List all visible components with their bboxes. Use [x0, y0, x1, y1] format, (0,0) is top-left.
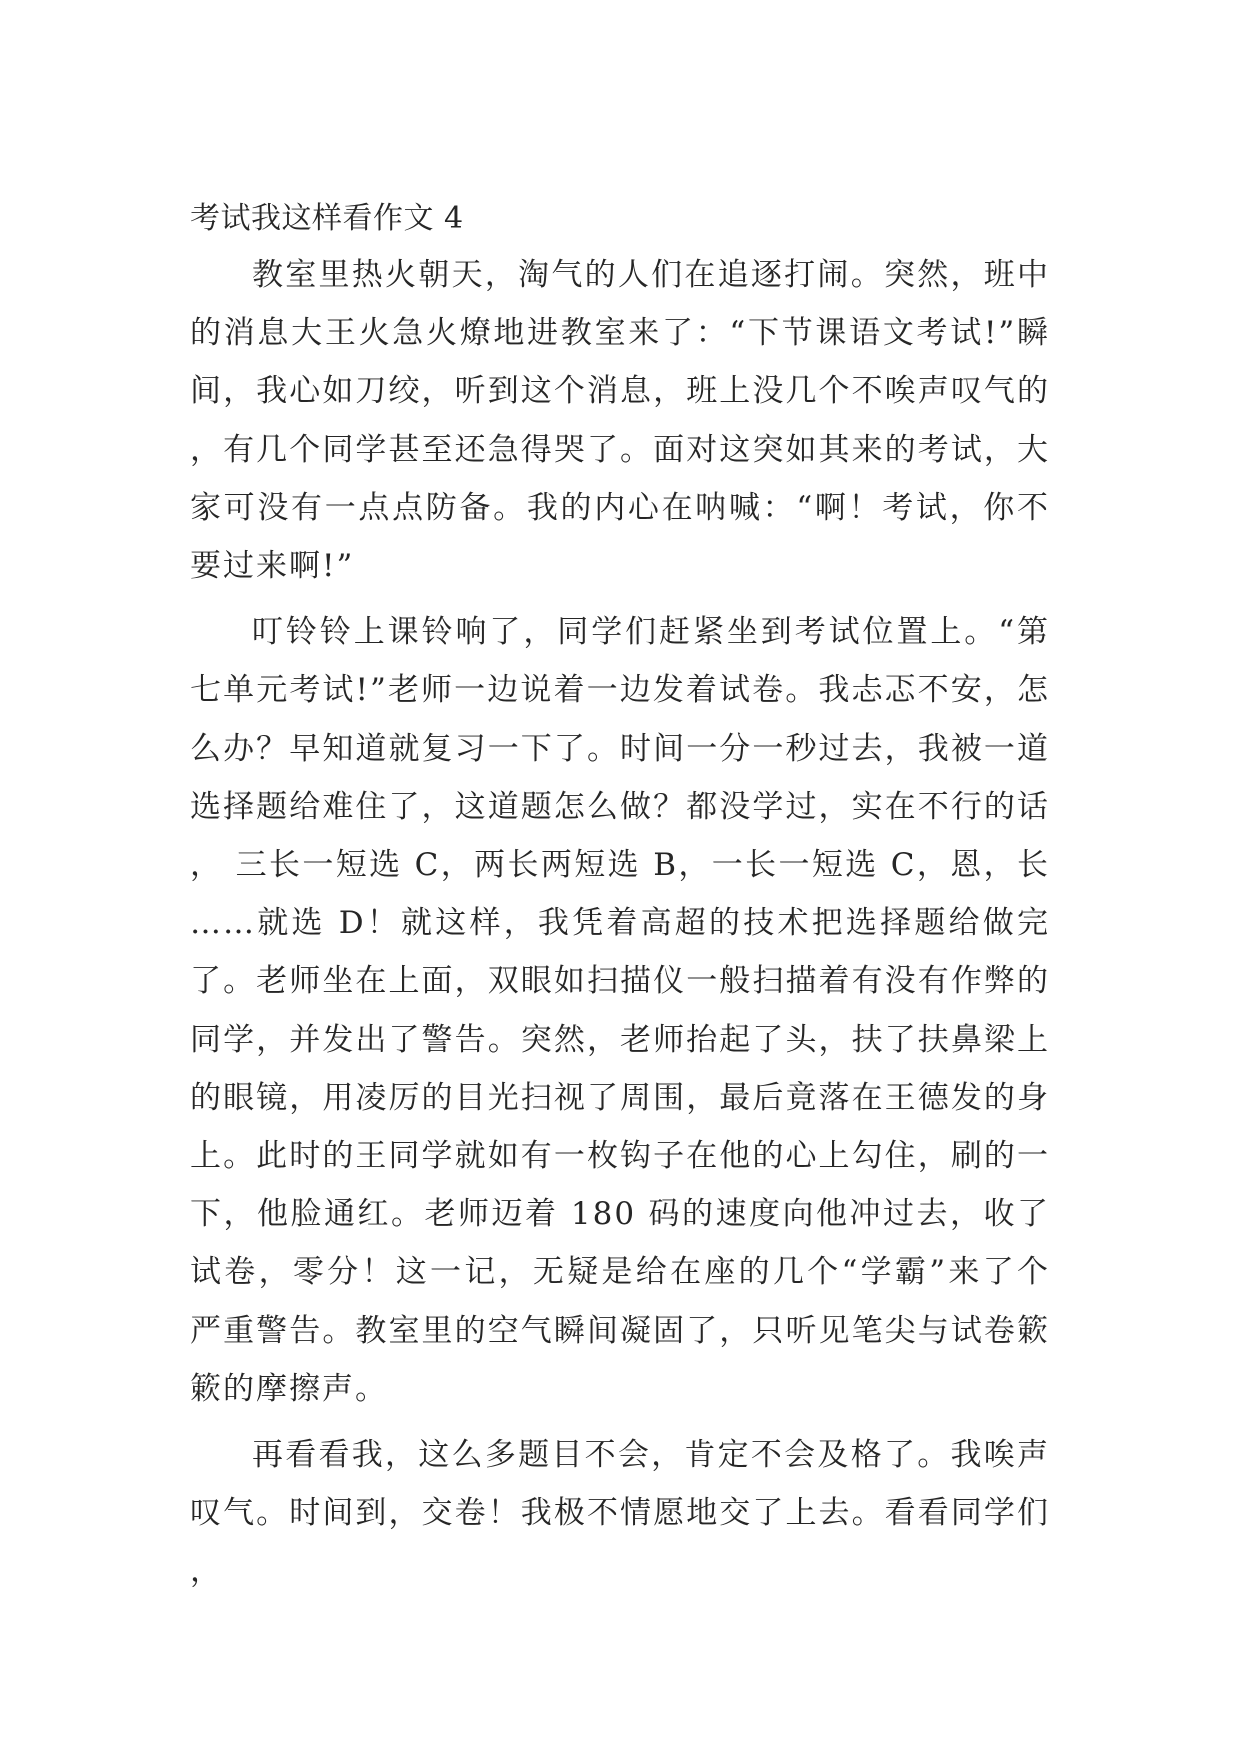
paragraph-3: 再看看我，这么多题目不会，肯定不会及格了。我唉声叹气。时间到，交卷！我极不情愿地交了上去。看看同学们， — [190, 1437, 1050, 1590]
paragraph-1: 教室里热火朝天，淘气的人们在追逐打闹。突然，班中的消息大王火急火燎地进教室来了：“下节课语文考试!”瞬间，我心如刀绞，听到这个消息，班上没几个不唉声叹气的，有几个同学甚至还急得哭了。面对这突如其来的考试，大家可没有一点点防备。我的内心在呐喊：“啊！考试，你不要过来啊!” — [190, 257, 1050, 585]
document-title: 考试我这样看作文 4 — [190, 201, 464, 236]
document-body — [190, 192, 1050, 1609]
paragraph-2: 叮铃铃上课铃响了，同学们赶紧坐到考试位置上。“第七单元考试!”老师一边说着一边发着试卷。我忐忑不安，怎么办？早知道就复习一下了。时间一分一秒过去，我被一道选择题给难住了，这道题怎么做？都没学过，实在不行的话， 三长一短选 C，两长两短选 B，一长一短选 C，恩，长……就选 D！就这样，我凭着高超的技术把选择题给做完了。老师坐在上面，双眼如扫描仪一般扫描着有没有作弊的同学，并发出了警告。突然，老师抬起了头，扶了扶鼻梁上的眼镜，用凌厉的目光扫视了周围，最后竟落在王德发的身上。此时的王同学就如有一枚钩子在他的心上勾住，刷的一下，他脸通红。老师迈着 180 码的速度向他冲过去，收了试卷，零分！这一记，无疑是给在座的几个“学霸”来了个严重警告。教室里的空气瞬间凝固了，只听见笔尖与试卷簌簌的摩擦声。 — [190, 614, 1050, 1407]
